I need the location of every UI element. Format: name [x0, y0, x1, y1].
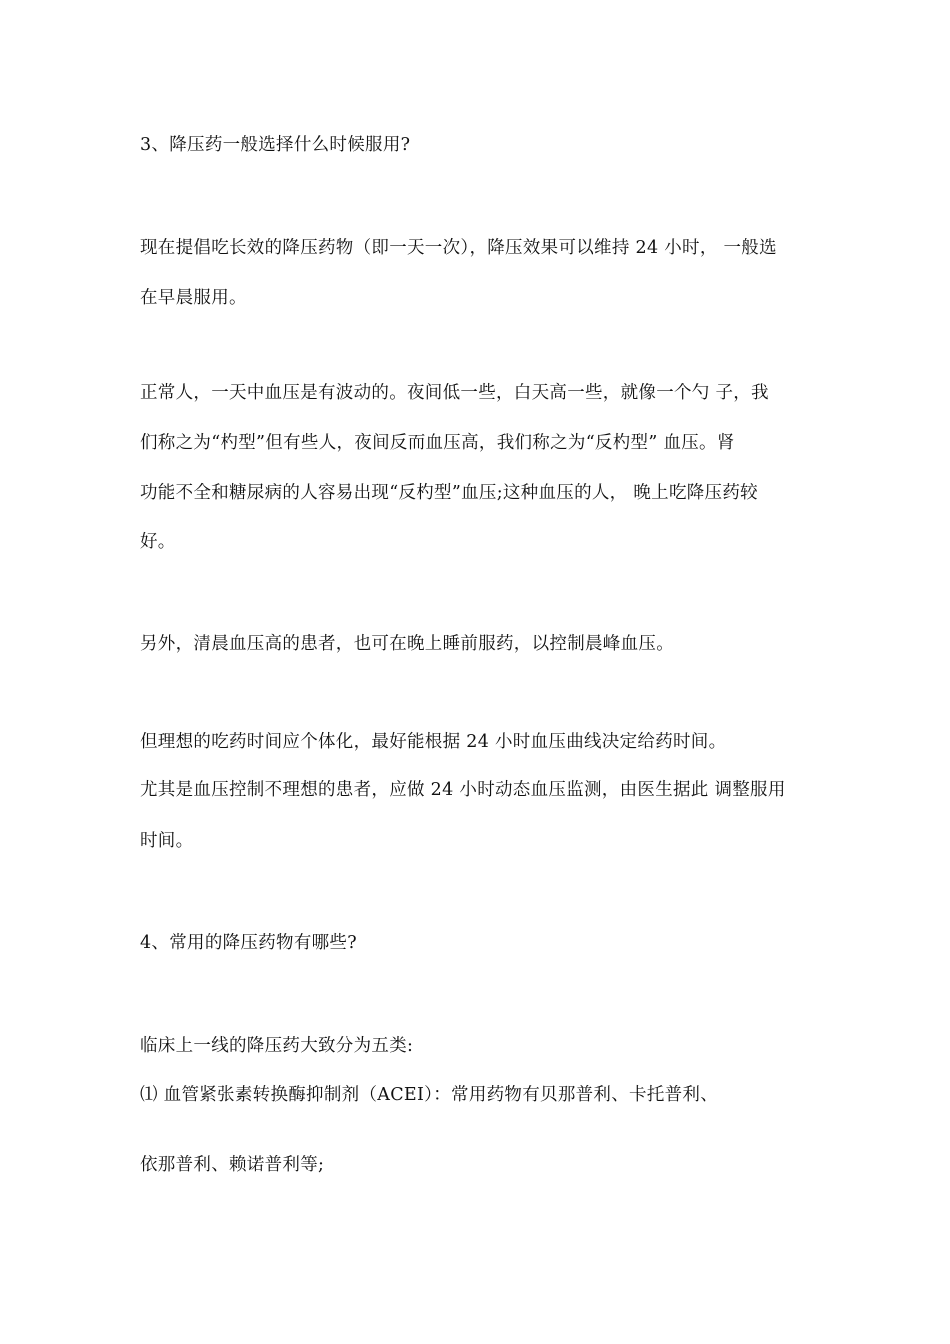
paragraph-line: 但理想的吃药时间应个体化，最好能根据 24 小时血压曲线决定给药时间。 — [140, 732, 727, 752]
paragraph-line: 在早晨服用。 — [140, 288, 247, 308]
paragraph-line: 尤其是血压控制不理想的患者，应做 24 小时动态血压监测，由医生据此 调整服用 — [140, 780, 786, 800]
paragraph-line: 好。 — [140, 532, 176, 552]
heading-question-4: 4、常用的降压药物有哪些? — [140, 933, 357, 953]
paragraph-line: 另外，清晨血压高的患者，也可在晚上睡前服药，以控制晨峰血压。 — [140, 634, 674, 654]
paragraph-line: 功能不全和糖尿病的人容易出现“反杓型”血压;这种血压的人， 晚上吃降压药较 — [140, 483, 758, 503]
paragraph-line: 临床上一线的降压药大致分为五类: — [140, 1036, 414, 1056]
paragraph-line: 现在提倡吃长效的降压药物（即一天一次），降压效果可以维持 24 小时， 一般选 — [140, 238, 777, 258]
list-item-line: 依那普利、赖诺普利等; — [140, 1155, 325, 1175]
paragraph-line: 正常人，一天中血压是有波动的。夜间低一些，白天高一些，就像一个勺 子，我 — [140, 383, 769, 403]
paragraph-line: 们称之为“杓型”但有些人，夜间反而血压高，我们称之为“反杓型” 血压。肾 — [140, 433, 735, 453]
heading-question-3: 3、降压药一般选择什么时候服用? — [140, 135, 411, 155]
paragraph-line: 时间。 — [140, 831, 194, 851]
list-item-line: ⑴ 血管紧张素转换酶抑制剂（ACEI）：常用药物有贝那普利、卡托普利、 — [140, 1085, 719, 1105]
